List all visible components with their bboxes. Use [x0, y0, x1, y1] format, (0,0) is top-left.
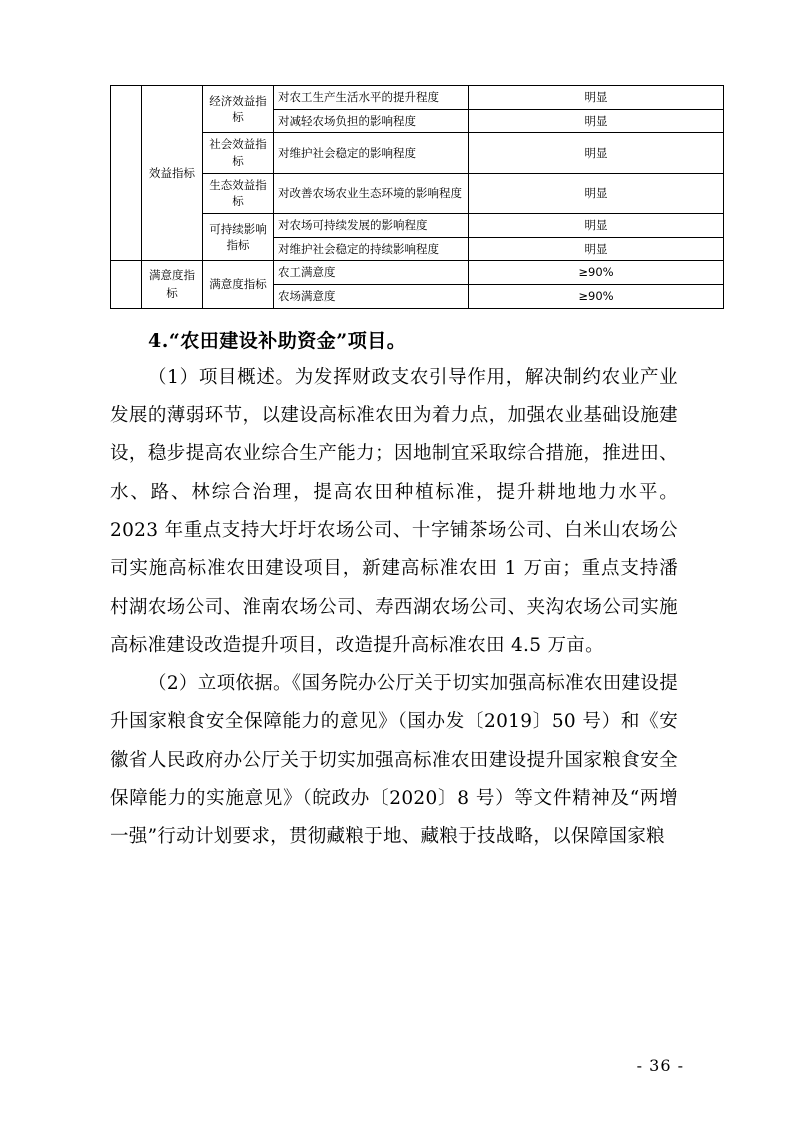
table-cell-empty-spacer [111, 86, 142, 261]
table-cell-value: 明显 [469, 109, 724, 133]
table-cell-indicator: 对维护社会稳定的影响程度 [274, 133, 469, 173]
page-content [110, 85, 678, 856]
paragraph-project-overview: （1）项目概述。为发挥财政支农引导作用，解决制约农业产业发展的薄弱环节，以建设高标准农田为着力点，加强农业基础设施建设，稳步提高农业综合生产能力；因地制宜采取综合措施，推进田、水、路、林综合治理，提高农田种植标准，提升耕地地力水平。2023 年重点支持大圩圩农场公司、十字铺茶场公司、白米山农场公司实施高标准农田建设项目，新建高标准农田 1 万亩；重点支持潘村湖农场公司、淮南农场公司、寿西湖农场公司、夹沟农场公司实施高标准建设改造提升项目，改造提升高标准农田 4.5 万亩。 [110, 366, 678, 656]
table-cell-category: 可持续影响指标 [203, 214, 274, 261]
table-cell-value: ≥90% [469, 285, 724, 309]
section-heading: 4.“农田建设补助资金”项目。 [148, 329, 407, 352]
table-cell-category: 满意度指标 [203, 261, 274, 308]
table-cell-value: 明显 [469, 214, 724, 238]
table-row [111, 214, 724, 238]
table-cell-value: 明显 [469, 86, 724, 110]
table-cell-indicator: 对维护社会稳定的持续影响程度 [274, 237, 469, 261]
table-cell-empty-spacer [111, 261, 142, 308]
table-cell-satisfaction-group: 满意度指标 [142, 261, 203, 308]
table-cell-value: ≥90% [469, 261, 724, 285]
table-cell-benefit-group: 效益指标 [142, 86, 203, 261]
table-cell-category: 社会效益指标 [203, 133, 274, 173]
table-cell-indicator: 对改善农场农业生态环境的影响程度 [274, 173, 469, 213]
table-cell-indicator: 农场满意度 [274, 285, 469, 309]
table-cell-value: 明显 [469, 173, 724, 213]
performance-indicator-table [110, 85, 724, 309]
table-row [111, 133, 724, 173]
table-cell-indicator: 对减轻农场负担的影响程度 [274, 109, 469, 133]
table-cell-value: 明显 [469, 133, 724, 173]
table-cell-category: 经济效益指标 [203, 86, 274, 133]
paragraph-project-basis: （2）立项依据。《国务院办公厅关于切实加强高标准农田建设提升国家粮食安全保障能力的意见》（国办发〔2019〕50 号）和《安徽省人民政府办公厅关于切实加强高标准农田建设提升国家粮食安全保障能力的实施意见》（皖政办〔2020〕8 号）等文件精神及“两增一强”行动计划要求，贯彻藏粮于地、藏粮于技战略，以保障国家粮 [110, 673, 678, 848]
table-row [111, 261, 724, 285]
table-cell-indicator: 对农场可持续发展的影响程度 [274, 214, 469, 238]
table-cell-indicator: 对农工生产生活水平的提升程度 [274, 86, 469, 110]
table-cell-value: 明显 [469, 237, 724, 261]
table-row [111, 86, 724, 110]
table-row [111, 173, 724, 213]
table-cell-indicator: 农工满意度 [274, 261, 469, 285]
table-cell-category: 生态效益指标 [203, 173, 274, 213]
page-number: - 36 - [636, 1056, 684, 1075]
